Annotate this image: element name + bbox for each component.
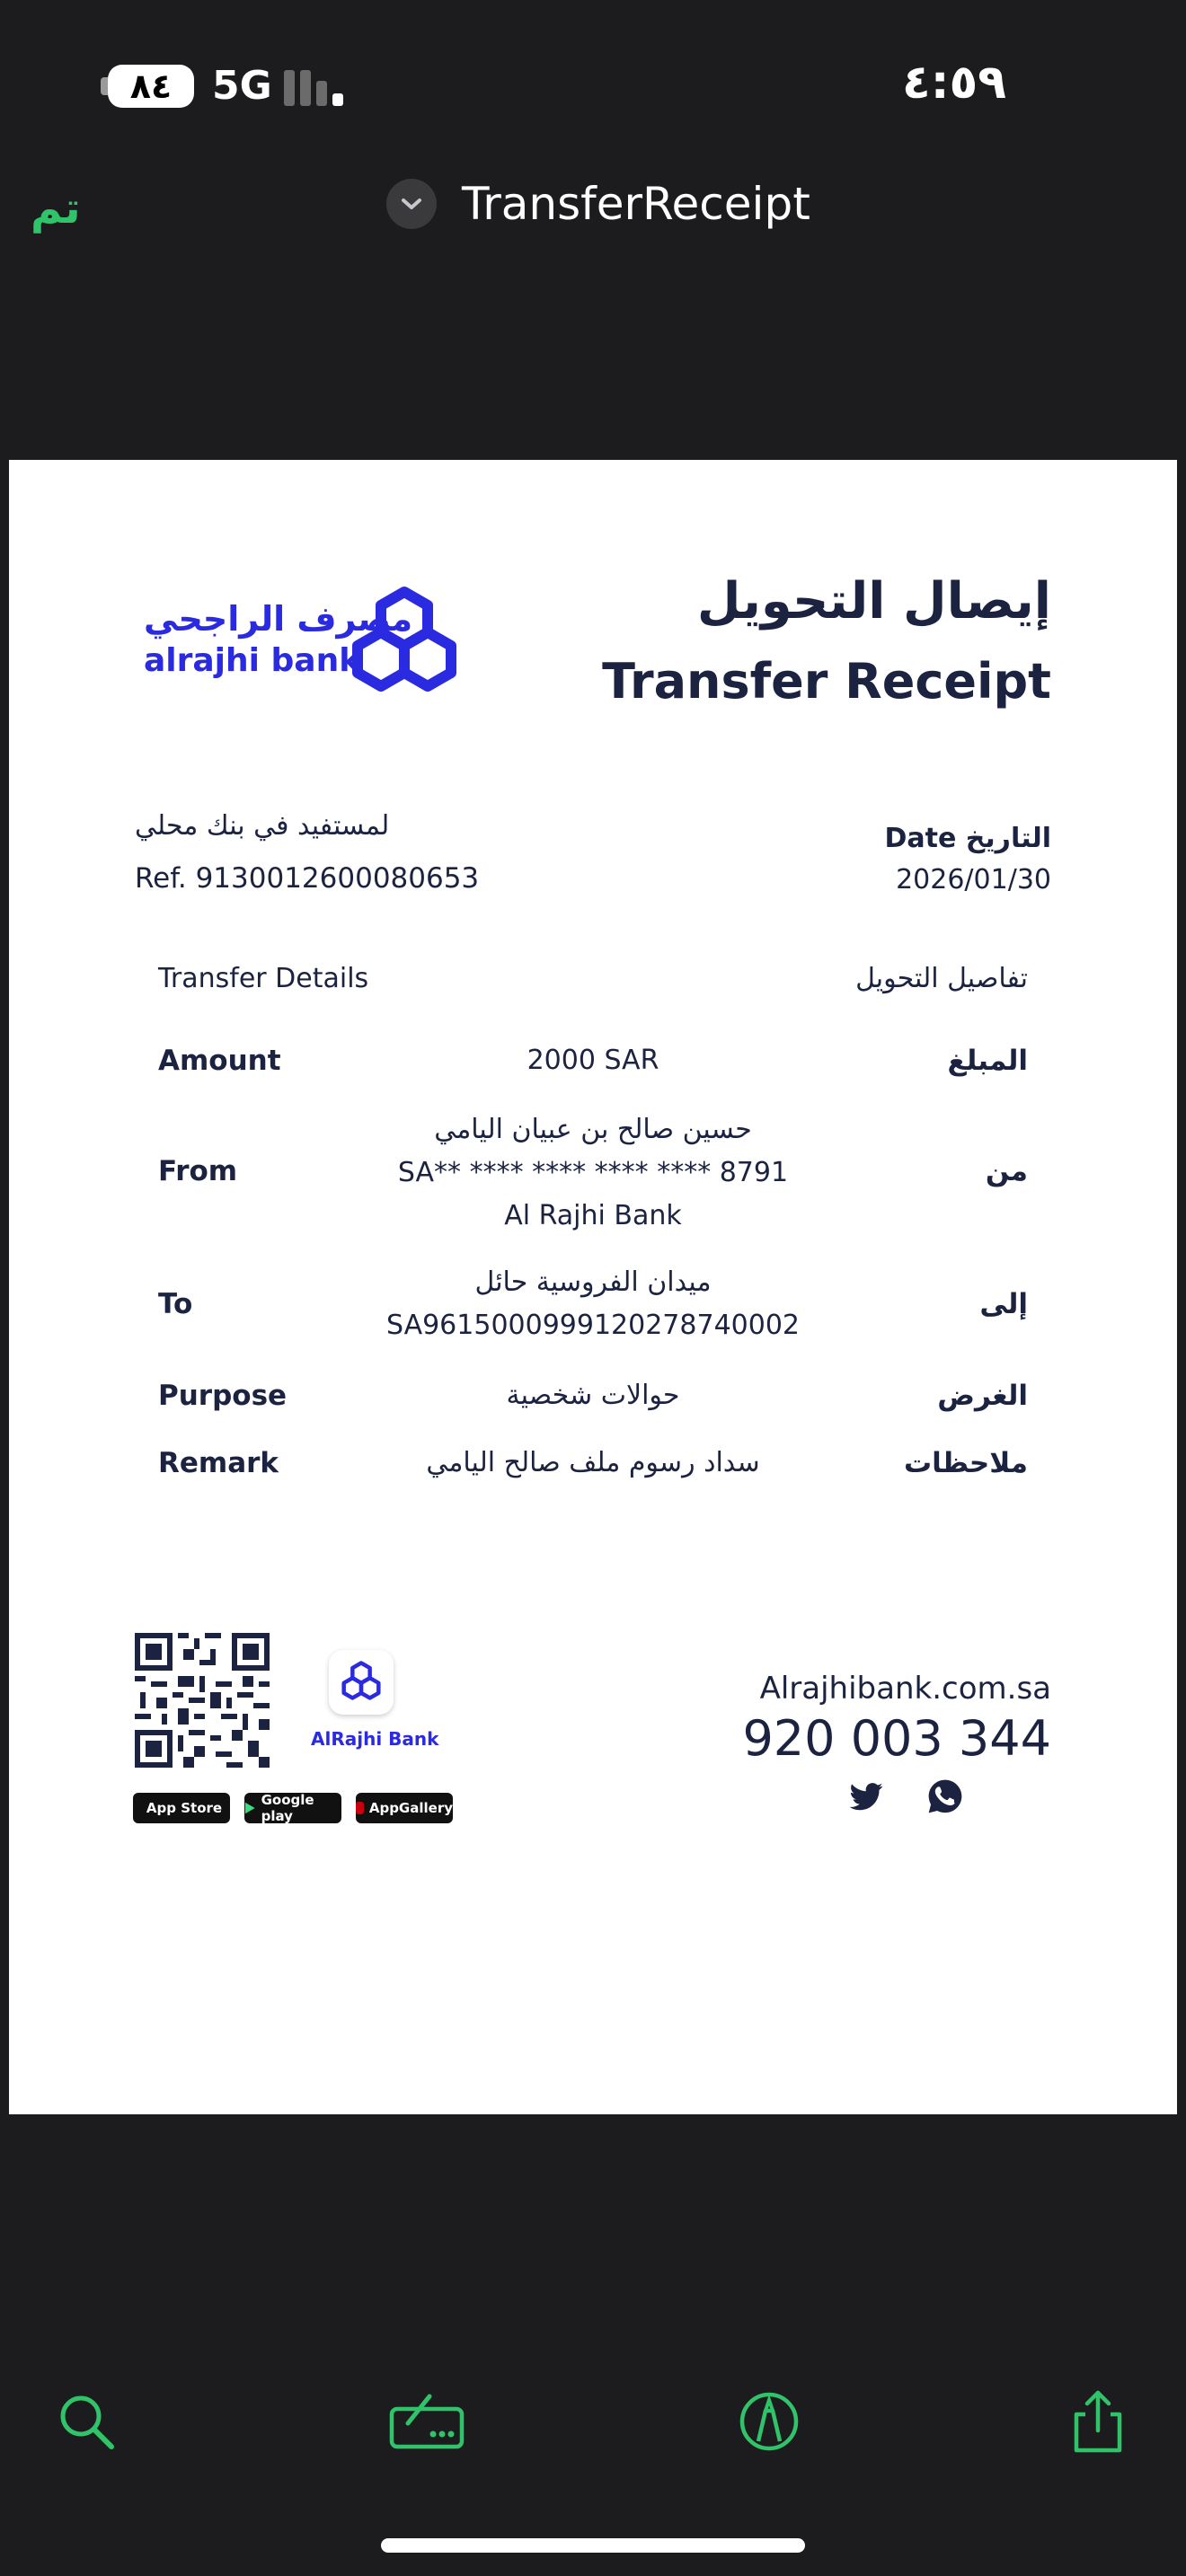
- battery-tip: [101, 77, 108, 95]
- twitter-icon: [846, 1777, 886, 1816]
- row-label-arabic: إلى: [979, 1288, 1028, 1320]
- signature-icon[interactable]: [388, 2389, 465, 2454]
- from-name: حسين صالح بن عبيان اليامي: [434, 1114, 752, 1145]
- purpose-row: [158, 1374, 1028, 1417]
- to-name: ميدان الفروسية حائل: [474, 1266, 712, 1298]
- row-label-english: Purpose: [158, 1380, 288, 1412]
- row-label-english: To: [158, 1288, 193, 1320]
- beneficiary-type: لمستفيد في بنك محلي: [135, 810, 390, 842]
- row-label-english: From: [158, 1155, 238, 1187]
- bank-phone: 920 003 344: [742, 1710, 1051, 1767]
- huawei-icon: [356, 1802, 364, 1814]
- receipt-document: [9, 460, 1177, 2114]
- signal-icon: [284, 66, 347, 106]
- markup-icon[interactable]: [737, 2389, 801, 2454]
- google-play-badge: Google play: [244, 1793, 341, 1823]
- document-title-menu[interactable]: [386, 178, 810, 230]
- alrajhi-logo: [135, 572, 476, 698]
- done-button[interactable]: تم: [31, 183, 81, 234]
- to-row: [158, 1261, 1028, 1347]
- to-iban: SA9615000999120278740002: [385, 1310, 801, 1341]
- alrajhi-app-icon: [329, 1650, 394, 1715]
- from-row: [158, 1108, 1028, 1238]
- details-header-arabic: تفاصيل التحويل: [855, 963, 1028, 994]
- details-header-english: Transfer Details: [158, 963, 369, 994]
- logo-english-text: alrajhi bank: [144, 642, 361, 679]
- alrajhi-logo-mark-icon: [341, 581, 467, 707]
- clock: ٤:٥٩: [901, 56, 1006, 110]
- purpose-value: حوالات شخصية: [506, 1380, 680, 1411]
- amount-row: [158, 1039, 1028, 1082]
- date-label: Date التاريخ: [884, 823, 1051, 854]
- row-label-arabic: من: [985, 1155, 1028, 1187]
- reference-number: Ref. 9130012600080653: [135, 862, 480, 895]
- receipt-title-arabic: إيصال التحويل: [696, 572, 1051, 631]
- share-icon[interactable]: [1066, 2389, 1130, 2454]
- document-title: TransferReceipt: [462, 178, 810, 230]
- row-label-arabic: الغرض: [937, 1380, 1028, 1412]
- status-bar: [0, 0, 1186, 171]
- from-bank: Al Rajhi Bank: [504, 1200, 682, 1231]
- row-label-arabic: المبلغ: [947, 1045, 1028, 1077]
- home-indicator[interactable]: [381, 2538, 805, 2553]
- amount-value: 2000 SAR: [527, 1045, 659, 1076]
- app-gallery-badge: AppGallery: [356, 1793, 453, 1823]
- receipt-title-english: Transfer Receipt: [602, 653, 1051, 710]
- row-label-english: Amount: [158, 1045, 281, 1077]
- google-play-icon: [244, 1801, 256, 1815]
- network-type: 5G: [212, 63, 272, 109]
- search-icon[interactable]: [54, 2389, 119, 2454]
- app-store-badge: App Store: [133, 1793, 230, 1823]
- remark-value: سداد رسوم ملف صالح اليامي: [426, 1447, 760, 1478]
- qr-code: [135, 1633, 270, 1768]
- battery-indicator: ٨٤: [108, 65, 194, 108]
- bank-website: Alrajhibank.com.sa: [759, 1671, 1051, 1707]
- chevron-down-icon[interactable]: [386, 179, 437, 229]
- logo-arabic-text: مصرف الراجحي: [144, 599, 413, 639]
- from-account: SA** **** **** **** **** 8791: [397, 1157, 789, 1188]
- row-label-english: Remark: [158, 1447, 279, 1479]
- whatsapp-icon: [925, 1777, 965, 1816]
- date-value: 2026/01/30: [896, 864, 1051, 895]
- row-label-arabic: ملاحظات: [903, 1447, 1028, 1479]
- app-name: AlRajhi Bank: [311, 1728, 439, 1750]
- remark-row: [158, 1442, 1028, 1485]
